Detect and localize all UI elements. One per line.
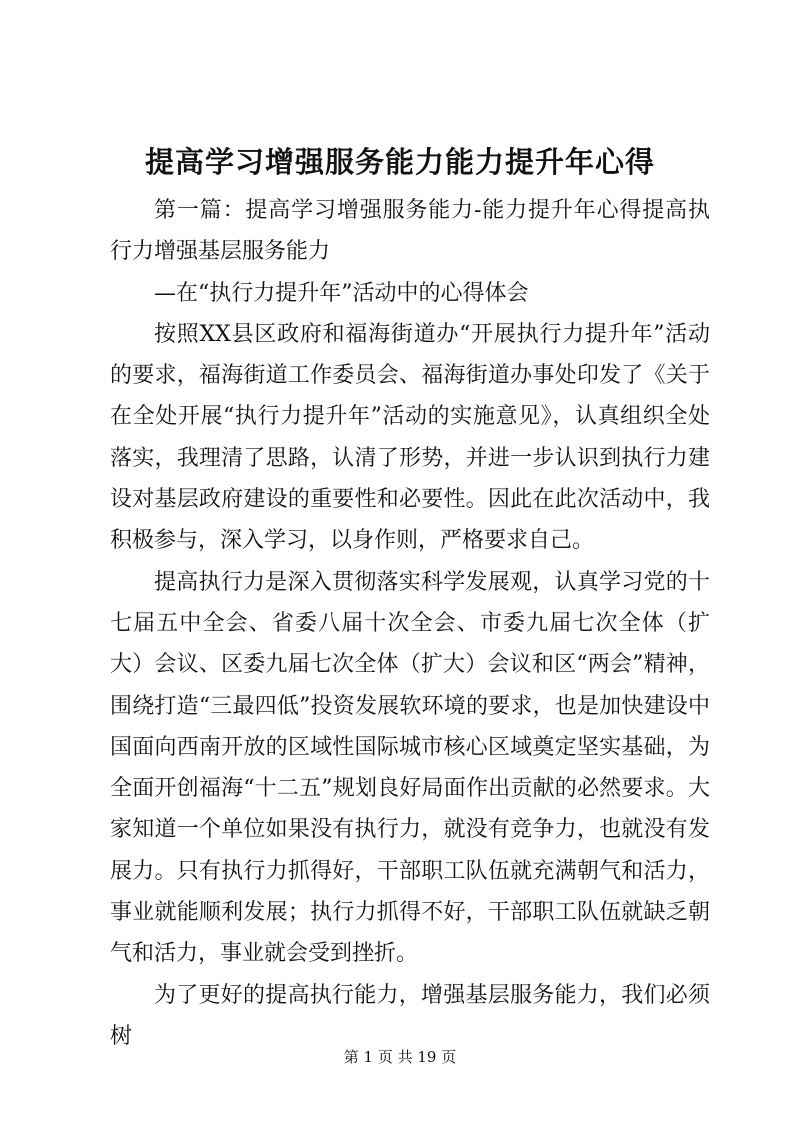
paragraph-2: —在“执行力提升年”活动中的心得体会 [154, 280, 529, 306]
paragraph-3: 按照XX县区政府和福海街道办“开展执行力提升年”活动的要求，福海街道工作委员会、福海街道办事处印发了《关于在全处开展“执行力提升年”活动的实施意见》，认真组织全处落实，我理清了思路，认清了形势，并进一步认识到执行力建设对基层政府建设的重要性和必要性。因此在此次活动中，我积极参与，深入学习，以身作则，严格要求自己。 [110, 321, 710, 554]
document-title: 提高学习增强服务能力能力提升年心得 [144, 145, 655, 179]
document-body [110, 190, 710, 1057]
paragraph-5: 为了更好的提高执行能力，增强基层服务能力，我们必须树 [110, 982, 710, 1049]
paragraph-1: 第一篇：提高学习增强服务能力-能力提升年心得提高执行力增强基层服务能力 [110, 198, 710, 265]
page-number-footer: 第 1 页 共 19 页 [343, 1048, 457, 1066]
paragraph-4: 提高执行力是深入贯彻落实科学发展观，认真学习党的十七届五中全会、省委八届十次全会、市委九届七次全体（扩大）会议、区委九届七次全体（扩大）会议和区“两会”精神，围绕打造“三最四低”投资发展软环境的要求，也是加快建设中国面向西南开放的区域性国际城市核心区域奠定坚实基础，为全面开创福海“十二五”规划良好局面作出贡献的必然要求。大家知道一个单位如果没有执行力，就没有竞争力，也就没有发展力。只有执行力抓得好，干部职工队伍就充满朝气和活力，事业就能顺利发展；执行力抓得不好，干部职工队伍就缺乏朝气和活力，事业就会受到挫折。 [110, 569, 710, 967]
